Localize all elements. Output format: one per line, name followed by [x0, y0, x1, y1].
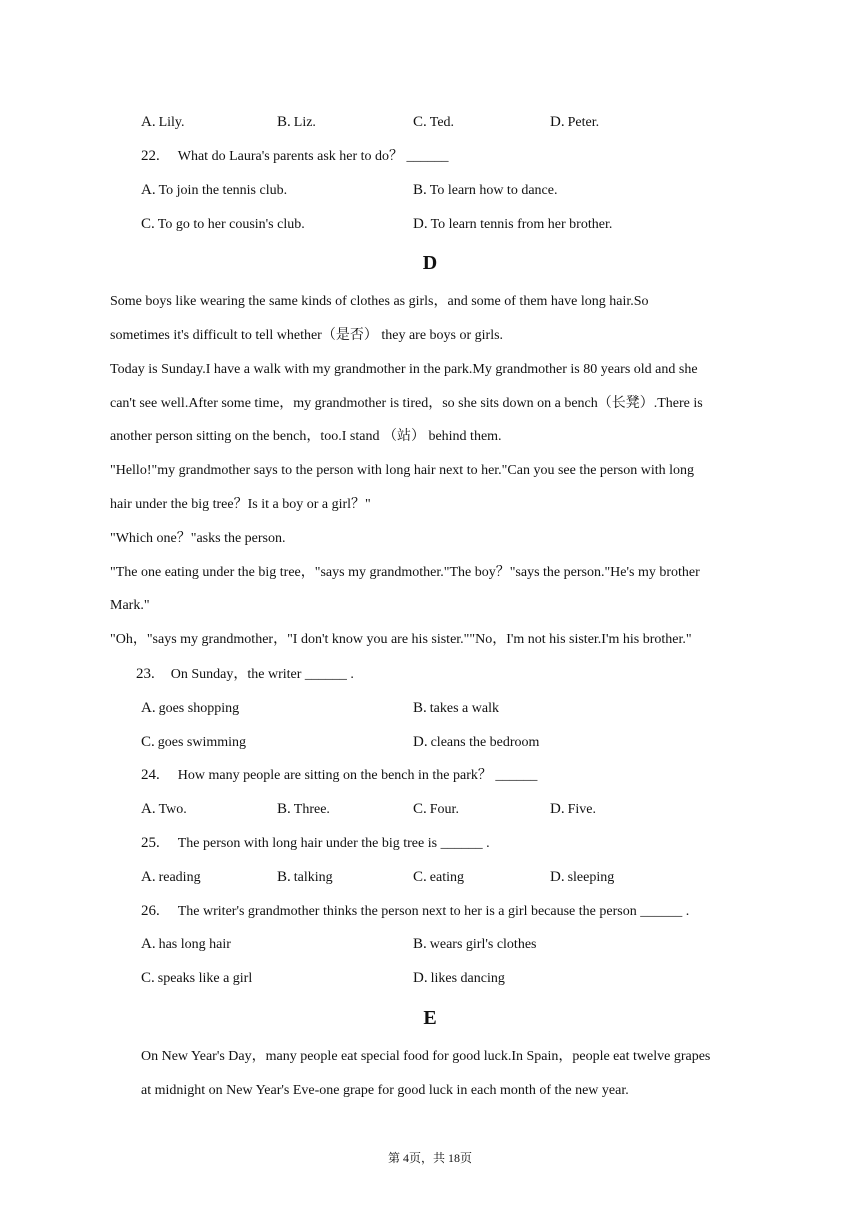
passage-d-line: "The one eating under the big tree，"says my grandmother."The boy？"says the person."He's my brother	[110, 565, 700, 580]
q22-option-a: A. To join the tennis club.	[141, 182, 288, 198]
passage-d-line: Some boys like wearing the same kinds of clothes as girls，and some of them have long hair.So	[110, 294, 649, 309]
q26-option-d: D. likes dancing	[413, 970, 505, 986]
q24-option-b: B. Three.	[277, 801, 330, 817]
q25-option-b: B. talking	[277, 869, 333, 885]
q22-option-b: B. To learn how to dance.	[413, 182, 558, 198]
q26-option-b: B. wears girl's clothes	[413, 936, 537, 952]
passage-d-line: hair under the big tree？Is it a boy or a girl？"	[110, 497, 371, 512]
page-footer: 第 4页，共 18页	[387, 1151, 472, 1165]
passage-d-line: another person sitting on the bench，too.I stand （站） behind them.	[110, 429, 502, 444]
passage-d-line: sometimes it's difficult to tell whether（是否） they are boys or girls.	[110, 328, 504, 343]
q21-option-c: C. Ted.	[413, 114, 455, 130]
passage-d-line: can't see well.After some time，my grandmother is tired，so she sits down on a bench（长凳）.There is	[110, 396, 703, 411]
q21-option-b: B. Liz.	[277, 114, 316, 130]
q26-option-a: A. has long hair	[141, 936, 231, 952]
passage-d-line: "Hello!"my grandmother says to the person with long hair next to her."Can you see the person with long	[110, 463, 695, 478]
q25-option-c: C. eating	[413, 869, 464, 885]
q23-option-d: D. cleans the bedroom	[413, 734, 540, 750]
q22-option-c: C. To go to her cousin's club.	[141, 216, 305, 232]
q23-option-a: A. goes shopping	[141, 700, 240, 716]
q23-option-c: C. goes swimming	[141, 734, 247, 750]
section-e-heading: E	[423, 1007, 437, 1029]
passage-d-line: "Oh，"says my grandmother，"I don't know you are his sister.""No，I'm not his sister.I'm his brother."	[110, 632, 692, 647]
question-24: 24. How many people are sitting on the bench in the park？ ______	[141, 767, 538, 783]
section-d-heading: D	[422, 252, 438, 274]
question-26: 26. The writer's grandmother thinks the person next to her is a girl because the person ______ .	[141, 903, 690, 919]
passage-d-line: Mark."	[110, 598, 150, 613]
q24-option-a: A. Two.	[141, 801, 187, 817]
q26-option-c: C. speaks like a girl	[141, 970, 253, 986]
q24-option-d: D. Five.	[550, 801, 596, 817]
question-22: 22. What do Laura's parents ask her to do？ ______	[141, 148, 449, 164]
passage-d-line: "Which one？"asks the person.	[110, 531, 286, 546]
question-25: 25. The person with long hair under the big tree is ______ .	[141, 835, 490, 851]
q21-option-d: D. Peter.	[550, 114, 600, 130]
question-23: 23. On Sunday，the writer ______ .	[136, 666, 354, 682]
q25-option-d: D. sleeping	[550, 869, 615, 885]
passage-d-line: Today is Sunday.I have a walk with my grandmother in the park.My grandmother is 80 years old and she	[110, 362, 698, 377]
q22-option-d: D. To learn tennis from her brother.	[413, 216, 613, 232]
q23-option-b: B. takes a walk	[413, 700, 499, 716]
passage-e-line: On New Year's Day，many people eat special food for good luck.In Spain，people eat twelve grapes	[141, 1049, 711, 1064]
q24-option-c: C. Four.	[413, 801, 459, 817]
q21-option-a: A. Lily.	[141, 114, 185, 130]
passage-e-line: at midnight on New Year's Eve-one grape for good luck in each month of the new year.	[141, 1083, 629, 1098]
q25-option-a: A. reading	[141, 869, 201, 885]
